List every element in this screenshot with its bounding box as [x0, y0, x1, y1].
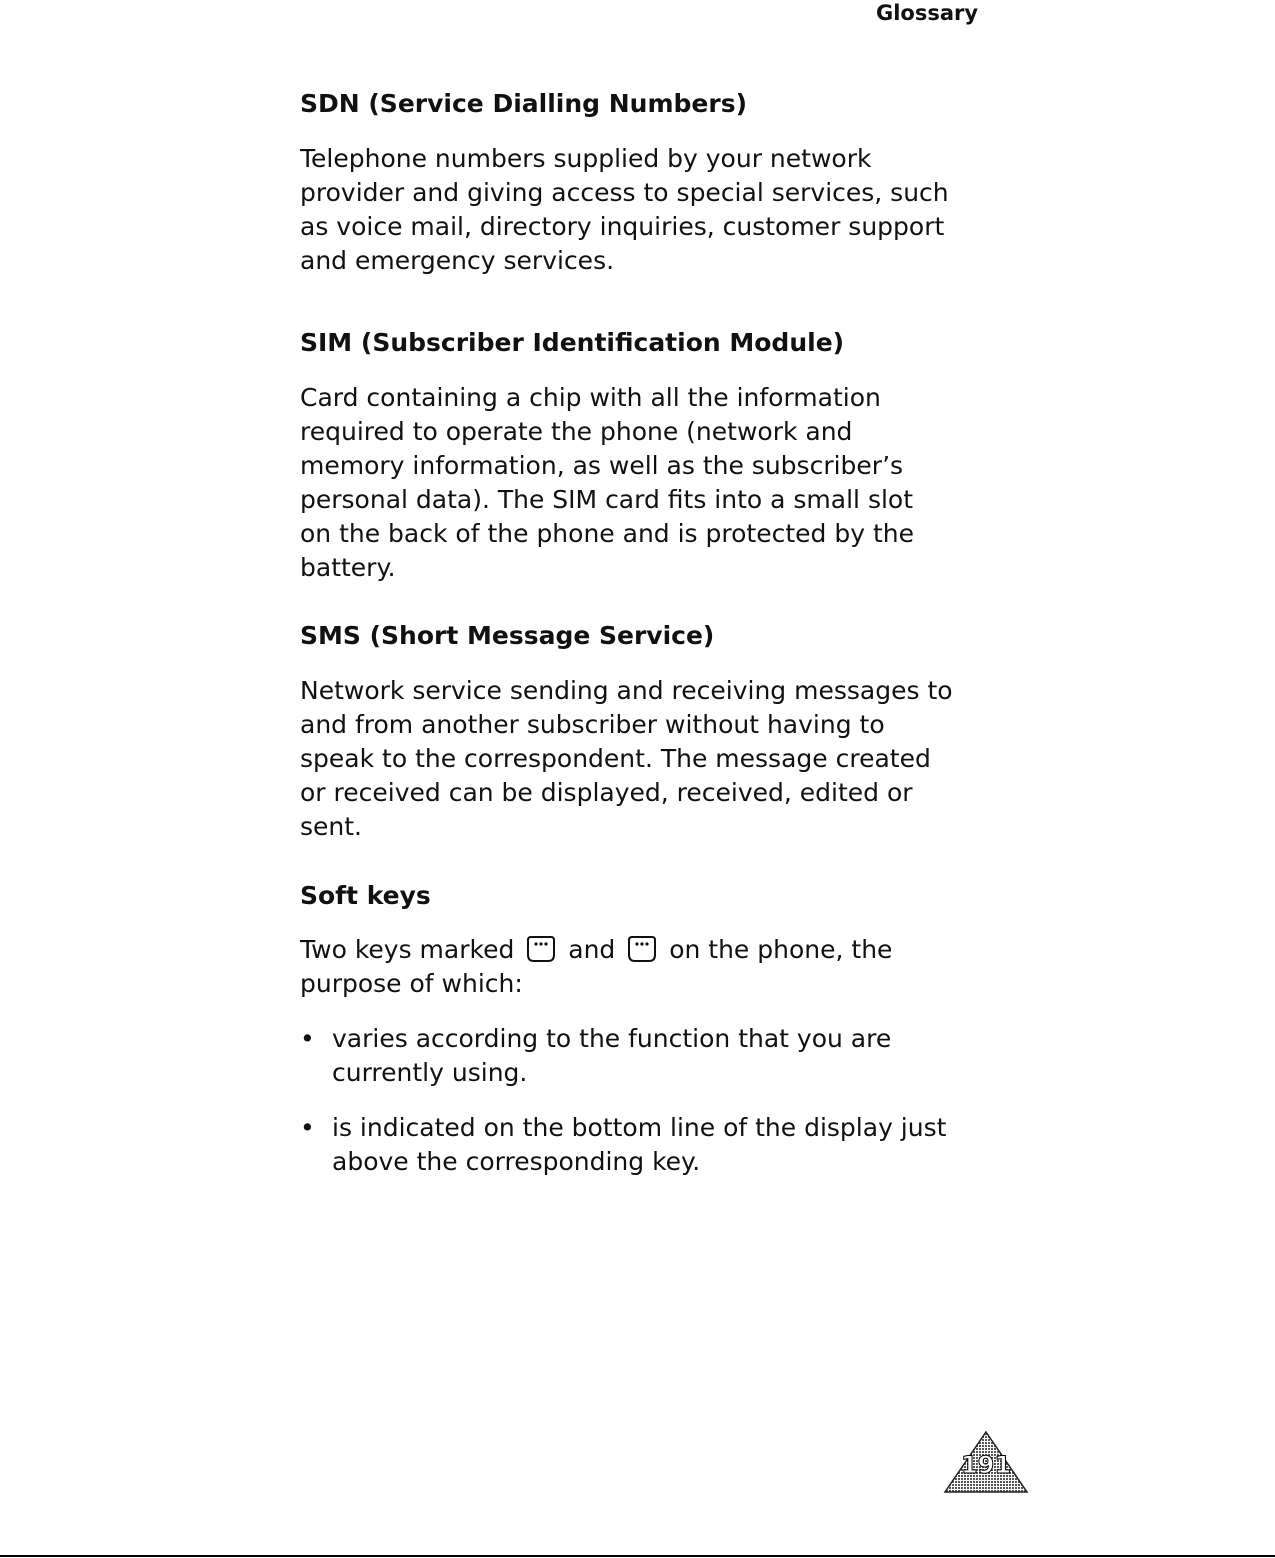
definition-line: or received can be displayed, received, edited or — [300, 778, 913, 807]
intro-text: and — [568, 935, 616, 964]
term-sim: SIM (Subscriber Identification Module) — [300, 328, 845, 357]
bottom-rule — [0, 1555, 1275, 1557]
bullet-line: above the corresponding key. — [332, 1147, 701, 1176]
definition-sdn — [300, 142, 949, 278]
definition-line: battery. — [300, 553, 396, 582]
right-soft-key-icon — [627, 934, 657, 964]
term-sms: SMS (Short Message Service) — [300, 621, 715, 650]
bullet-line: is indicated on the bottom line of the display just — [332, 1113, 947, 1142]
definition-line: on the back of the phone and is protected by the — [300, 519, 914, 548]
definition-line: and emergency services. — [300, 246, 615, 275]
bullet-line: varies according to the function that you are — [332, 1024, 892, 1053]
definition-line: speak to the correspondent. The message created — [300, 744, 931, 773]
running-header: Glossary — [876, 1, 979, 25]
definition-line: Network service sending and receiving messages to — [300, 676, 953, 705]
page-number-marker — [943, 1430, 1029, 1496]
left-soft-key-icon — [526, 934, 556, 964]
term-soft-keys: Soft keys — [300, 881, 431, 910]
page-number: 191 — [960, 1451, 1012, 1479]
definition-soft-keys — [300, 933, 892, 1001]
definition-line: memory information, as well as the subscriber’s — [300, 451, 904, 480]
definition-line: and from another subscriber without having to — [300, 710, 885, 739]
definition-line: as voice mail, directory inquiries, customer support — [300, 212, 945, 241]
definition-line: purpose of which: — [300, 969, 523, 998]
intro-text: on the phone, the — [669, 935, 893, 964]
definition-sim — [300, 381, 914, 585]
definition-line: Card containing a chip with all the information — [300, 383, 881, 412]
definition-sms — [300, 674, 953, 844]
definition-line: Telephone numbers supplied by your network — [300, 144, 872, 173]
term-sdn: SDN (Service Dialling Numbers) — [300, 89, 747, 118]
definition-line: sent. — [300, 812, 362, 841]
bullet-icon: • — [300, 1024, 315, 1053]
definition-line: personal data). The SIM card fits into a small slot — [300, 485, 914, 514]
bullet-icon: • — [300, 1113, 315, 1142]
bullet-item — [300, 1111, 946, 1179]
definition-line — [300, 933, 892, 967]
bullet-item — [300, 1022, 891, 1090]
definition-line: required to operate the phone (network and — [300, 417, 853, 446]
intro-text: Two keys marked — [300, 935, 515, 964]
bullet-line: currently using. — [332, 1058, 528, 1087]
definition-line: provider and giving access to special services, such — [300, 178, 949, 207]
